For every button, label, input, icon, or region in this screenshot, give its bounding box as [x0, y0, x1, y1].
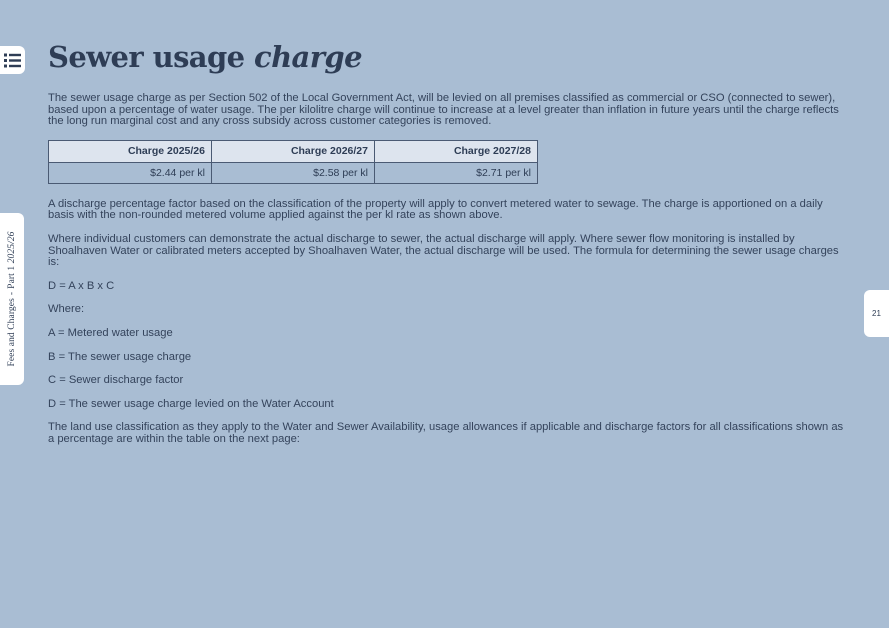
table-header-row: [49, 140, 538, 162]
formula-b: B = The sewer usage charge: [48, 350, 192, 363]
page-number: 21: [872, 309, 881, 318]
formula-where: Where:: [48, 303, 85, 316]
side-tab-separator: -: [7, 291, 17, 296]
formula-a: A = Metered water usage: [48, 326, 173, 339]
side-tab-part: Part 1: [7, 265, 17, 289]
intro-paragraph: The sewer usage charge as per Section 502 of the Local Government Act, will be levied on all premises classified as commercial or CSO (connected to sewer), based upon a percentage of water usage. The per kilolitre charge will continue to increase at a level greater than inflation in future years until the charge reflects the long run marginal cost and any cross subsidy across customer categories is removed.: [48, 92, 839, 128]
individual-paragraph: Where individual customers can demonstrate the actual discharge to sewer, the actual discharge will apply. Where sewer flow monitoring is installed by Shoalhaven Water or calibrated meters accepted by Shoalhaven Water, the actual discharge will be used. The formula for determining the sewer usage charges is:: [48, 232, 839, 269]
formula-c: C = Sewer discharge factor: [48, 374, 184, 387]
side-tab-doc: Fees and Charges: [7, 298, 17, 367]
section-side-tab[interactable]: [0, 213, 24, 385]
page-title: [48, 40, 362, 74]
final-paragraph: The land use classification as they apply to the Water and Sewer Availability, usage allowances if applicable and discharge factors for all classifications shown as a percentage are within the table on the next page:: [48, 421, 844, 445]
discharge-paragraph: A discharge percentage factor based on the classification of the property will apply to convert metered water to sewage. The charge is apportioned on a daily basis with the non-rounded metered volume applied against the per kl rate as shown above.: [48, 197, 823, 222]
table-row: [49, 162, 538, 183]
list-icon: [4, 53, 21, 68]
page-title-plain: Sewer usage: [48, 40, 255, 74]
page-content: [48, 93, 846, 446]
formula-d: D = The sewer usage charge levied on the Water Account: [48, 397, 334, 410]
table-header-cell: Charge 2026/27: [212, 140, 375, 162]
charges-table: [48, 140, 538, 184]
table-cell: $2.71 per kl: [375, 162, 538, 183]
side-tab-year: 2025/26: [7, 231, 17, 264]
table-header-cell: Charge 2027/28: [375, 140, 538, 162]
page-title-italic: charge: [254, 40, 362, 74]
page-number-tab: [864, 290, 889, 337]
table-cell: $2.44 per kl: [49, 162, 212, 183]
formula-equation: D = A x B x C: [48, 279, 115, 292]
side-tab-label: [7, 231, 17, 366]
menu-button[interactable]: [0, 46, 25, 74]
table-header-cell: Charge 2025/26: [49, 140, 212, 162]
table-cell: $2.58 per kl: [212, 162, 375, 183]
